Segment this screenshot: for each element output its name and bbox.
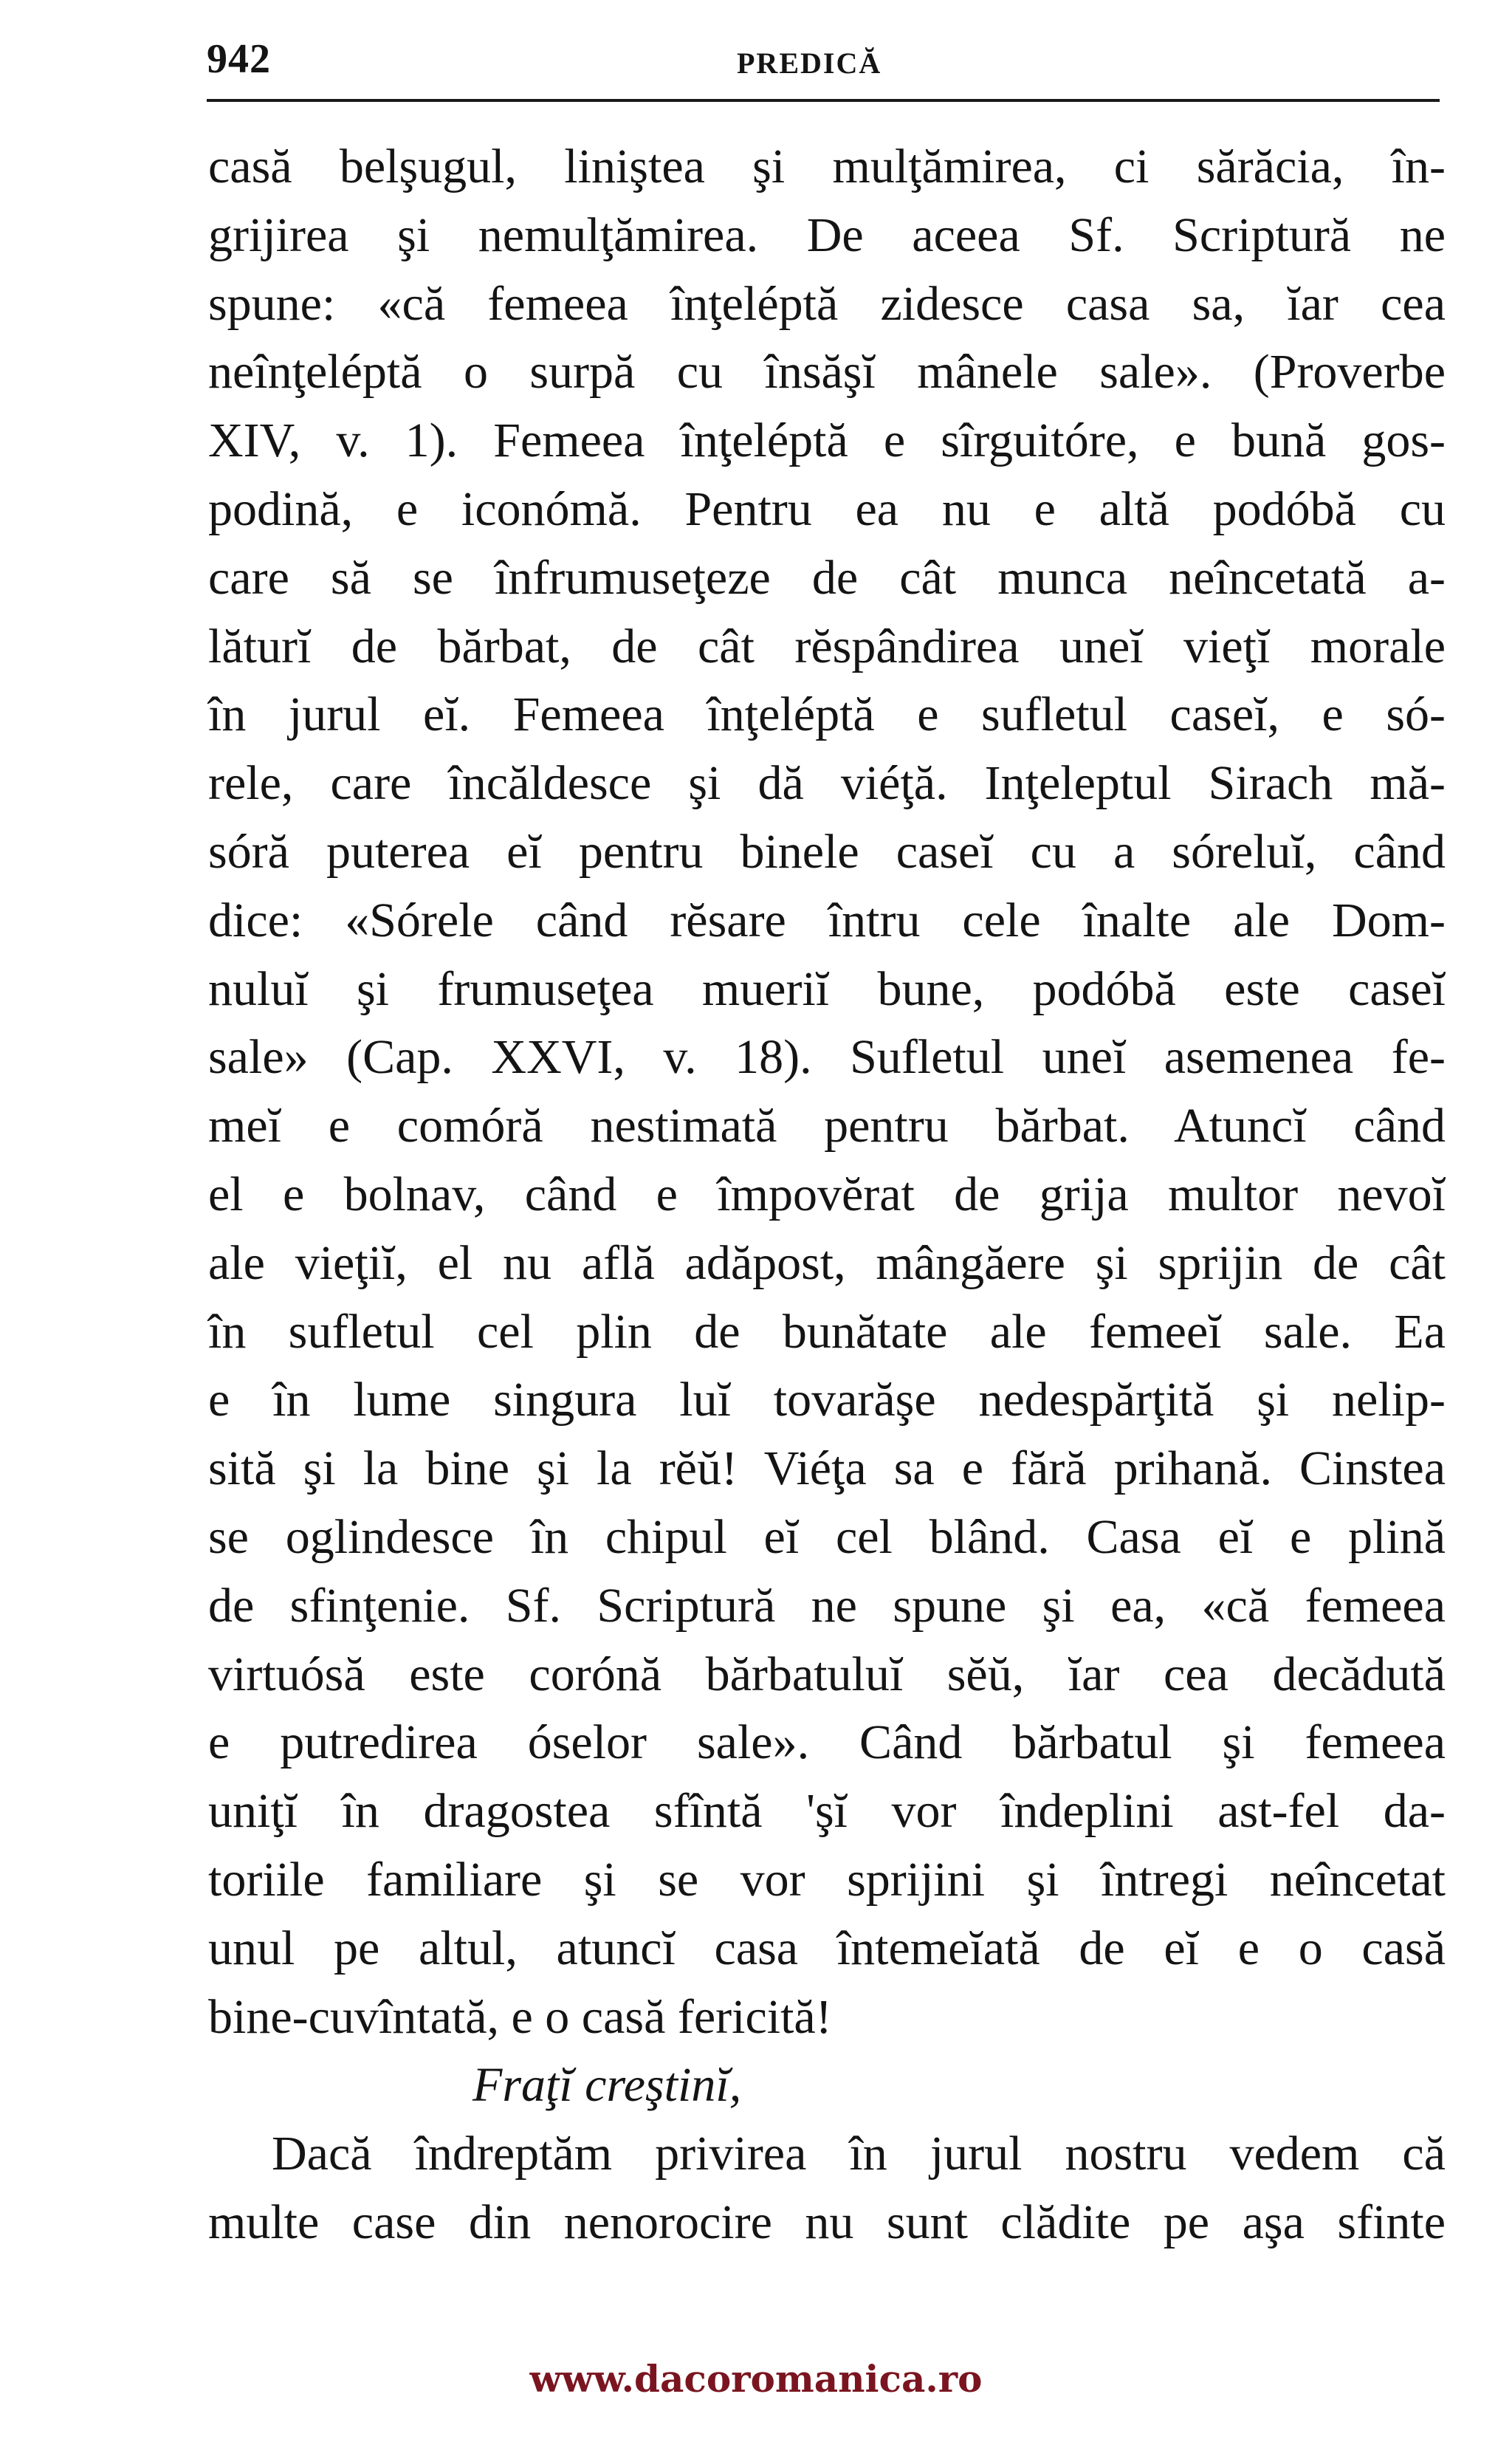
- text-line: virtuósă este corónă bărbatuluĭ sĕŭ, ĭar cea decădută: [208, 1647, 1446, 1701]
- text-line: nuluĭ şi frumuseţea mueriĭ bune, podóbă este caseĭ: [208, 961, 1446, 1016]
- text-line: casă belşugul, liniştea şi mulţămirea, ci sărăcia, în-: [208, 140, 1446, 193]
- text-line: uniţĭ în dragostea sfîntă 'şĭ vor îndeplini ast-fel da-: [208, 1784, 1446, 1839]
- text-line: neînţeléptă o surpă cu însăşĭ mânele sale». (Proverbe: [208, 345, 1446, 399]
- text-line: se oglindesce în chipul eĭ cel blând. Casa eĭ e plină: [208, 1509, 1446, 1564]
- text-line: sită şi la bine şi la rĕŭ! Viéţa sa e fără prihană. Cinstea: [208, 1441, 1446, 1496]
- text-line: meĭ e comóră nestimată pentru bărbat. Atuncĭ când: [208, 1099, 1446, 1153]
- text-line: ale vieţiĭ, el nu află adăpost, mângăere şi sprijin de cât: [208, 1235, 1446, 1290]
- text-line: de sfinţenie. Sf. Scriptură ne spune şi ea, «că femeea: [208, 1578, 1446, 1633]
- text-line: bine-cuvîntată, e o casă fericită!: [208, 1989, 832, 2044]
- text-line: grijirea şi nemulţămirea. De aceea Sf. Scriptură ne: [208, 207, 1446, 262]
- page-number: 942: [207, 36, 271, 82]
- section-heading: Fraţĭ creştinĭ,: [472, 2058, 742, 2113]
- text-line: toriile familiare şi se vor sprijini şi întregi neîncetat: [208, 1852, 1446, 1907]
- text-line: Dacă îndreptăm privirea în jurul nostru vedem că: [272, 2127, 1446, 2181]
- body-text: [208, 133, 1446, 2257]
- text-line: sale» (Cap. XXVI, v. 18). Sufletul uneĭ asemenea fe-: [208, 1030, 1446, 1085]
- footer-watermark[interactable]: www.dacoromanica.ro: [529, 2357, 983, 2401]
- text-line: multe case din nenorocire nu sunt clădite pe aşa sfinte: [208, 2195, 1446, 2249]
- text-line: e în lume singura luĭ tovarăşe nedespărţită şi nelip-: [208, 1373, 1446, 1427]
- page-header: [207, 30, 1440, 89]
- text-line: XIV, v. 1). Femeea înţeléptă e sîrguitóre, e bună gos-: [208, 414, 1446, 468]
- text-line: lăturĭ de bărbat, de cât rĕspândirea uneĭ vieţĭ morale: [208, 619, 1446, 673]
- text-line: în jurul eĭ. Femeea înţeléptă e sufletul caseĭ, e só-: [208, 687, 1446, 742]
- text-line: care să se înfrumuseţeze de cât munca neîncetată a-: [208, 550, 1446, 605]
- text-line: sóră puterea eĭ pentru binele caseĭ cu a sóreluĭ, când: [208, 824, 1446, 879]
- text-line: rele, care încăldesce şi dă viéţă. Inţeleptul Sirach mă-: [208, 756, 1446, 811]
- text-line: podină, e iconómă. Pentru ea nu e altă podóbă cu: [208, 481, 1446, 536]
- text-line: el e bolnav, când e împovĕrat de grija multor nevoĭ: [208, 1167, 1446, 1221]
- text-line: în sufletul cel plin de bunătate ale femeeĭ sale. Ea: [208, 1304, 1446, 1359]
- header-rule: [207, 99, 1440, 102]
- text-line: e putredirea óselor sale». Când bărbatul şi femeea: [208, 1715, 1446, 1770]
- text-line: unul pe altul, atuncĭ casa întemeĭată de eĭ e o casă: [208, 1921, 1446, 1975]
- text-line: spune: «că femeea înţeléptă zidesce casa sa, ĭar cea: [208, 276, 1446, 331]
- running-title: PREDICĂ: [737, 47, 882, 80]
- text-line: dice: «Sórele când rĕsare întru cele înalte ale Dom-: [208, 893, 1446, 947]
